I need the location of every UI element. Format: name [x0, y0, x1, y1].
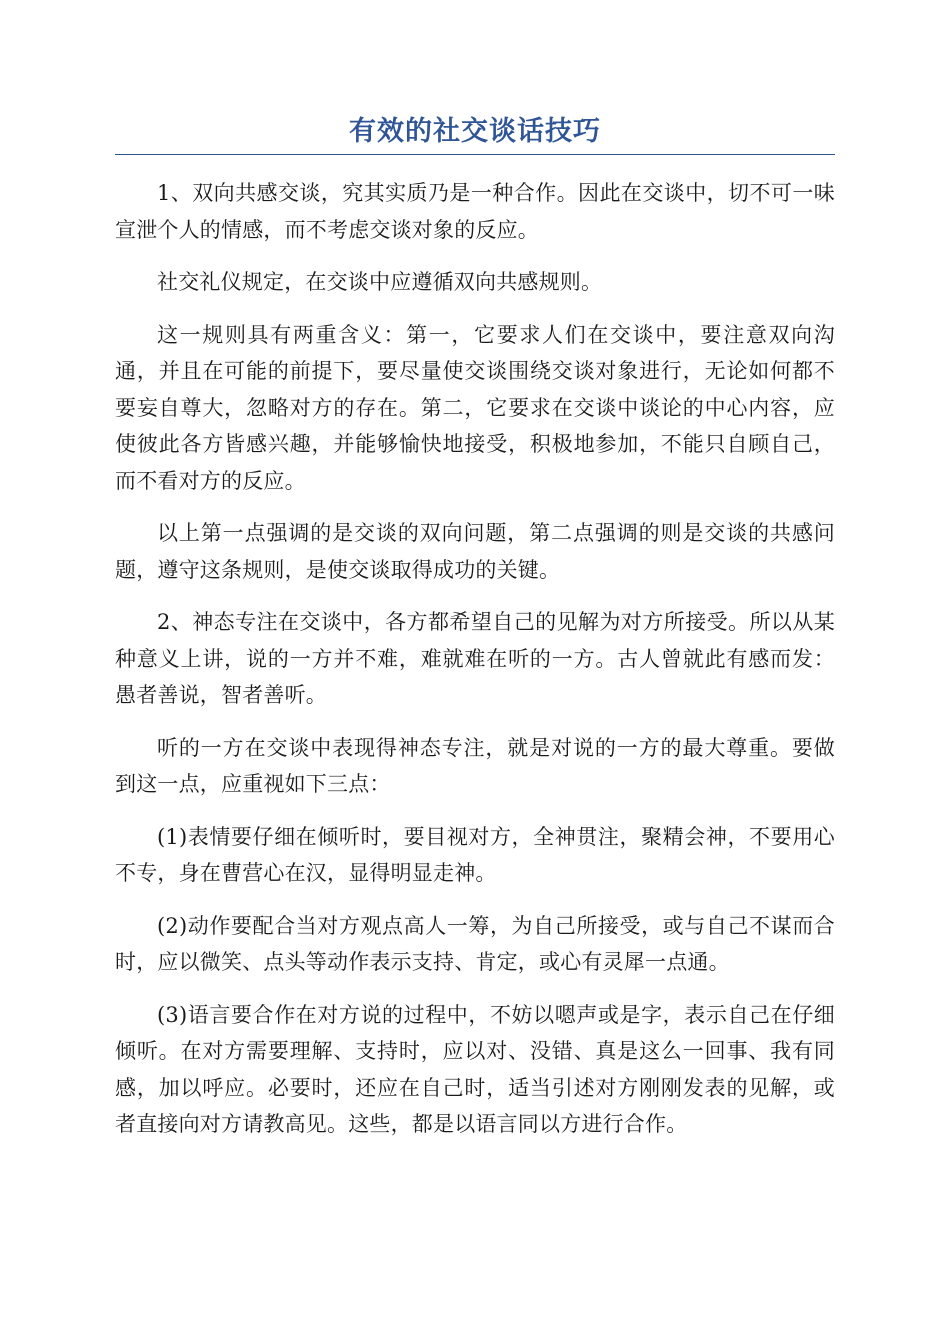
paragraph-2: 社交礼仪规定，在交谈中应遵循双向共感规则。 — [157, 270, 603, 294]
document-page — [115, 112, 835, 1159]
paragraph-5: 2、神态专注在交谈中，各方都希望自己的见解为对方所接受。所以从某种意义上讲，说的一方并不难，难就难在听的一方。古人曾就此有感而发：愚者善说，智者善听。 — [115, 610, 835, 707]
paragraph-4: 以上第一点强调的是交谈的双向问题，第二点强调的则是交谈的共感问题，遵守这条规则，是使交谈取得成功的关键。 — [115, 521, 835, 582]
paragraph-3: 这一规则具有两重含义：第一，它要求人们在交谈中，要注意双向沟通，并且在可能的前提下，要尽量使交谈围绕交谈对象进行，无论如何都不要妄自尊大，忽略对方的存在。第二，它要求在交谈中谈论的中心内容，应使彼此各方皆感兴趣，并能够愉快地接受，积极地参加，不能只自顾自己，而不看对方的反应。 — [115, 322, 835, 493]
paragraph-7: (1)表情要仔细在倾听时，要目视对方，全神贯注，聚精会神，不要用心不专，身在曹营心在汉，显得明显走神。 — [115, 824, 835, 885]
paragraph-8: (2)动作要配合当对方观点高人一筹，为自己所接受，或与自己不谋而合时，应以微笑、点头等动作表示支持、肯定，或心有灵犀一点通。 — [115, 913, 835, 974]
document-title: 有效的社交谈话技巧 — [349, 116, 601, 147]
paragraph-9: (3)语言要合作在对方说的过程中，不妨以嗯声或是字，表示自己在仔细倾听。在对方需要理解、支持时，应以对、没错、真是这么一回事、我有同感，加以呼应。必要时，还应在自己时，适当引述对方刚刚发表的见解，或者直接向对方请教高见。这些，都是以语言同以方进行合作。 — [115, 1002, 835, 1136]
paragraph-1: 1、双向共感交谈，究其实质乃是一种合作。因此在交谈中，切不可一味宣泄个人的情感，而不考虑交谈对象的反应。 — [115, 181, 835, 242]
title-underline — [115, 154, 835, 155]
paragraph-6: 听的一方在交谈中表现得神态专注，就是对说的一方的最大尊重。要做到这一点，应重视如下三点： — [115, 735, 835, 796]
